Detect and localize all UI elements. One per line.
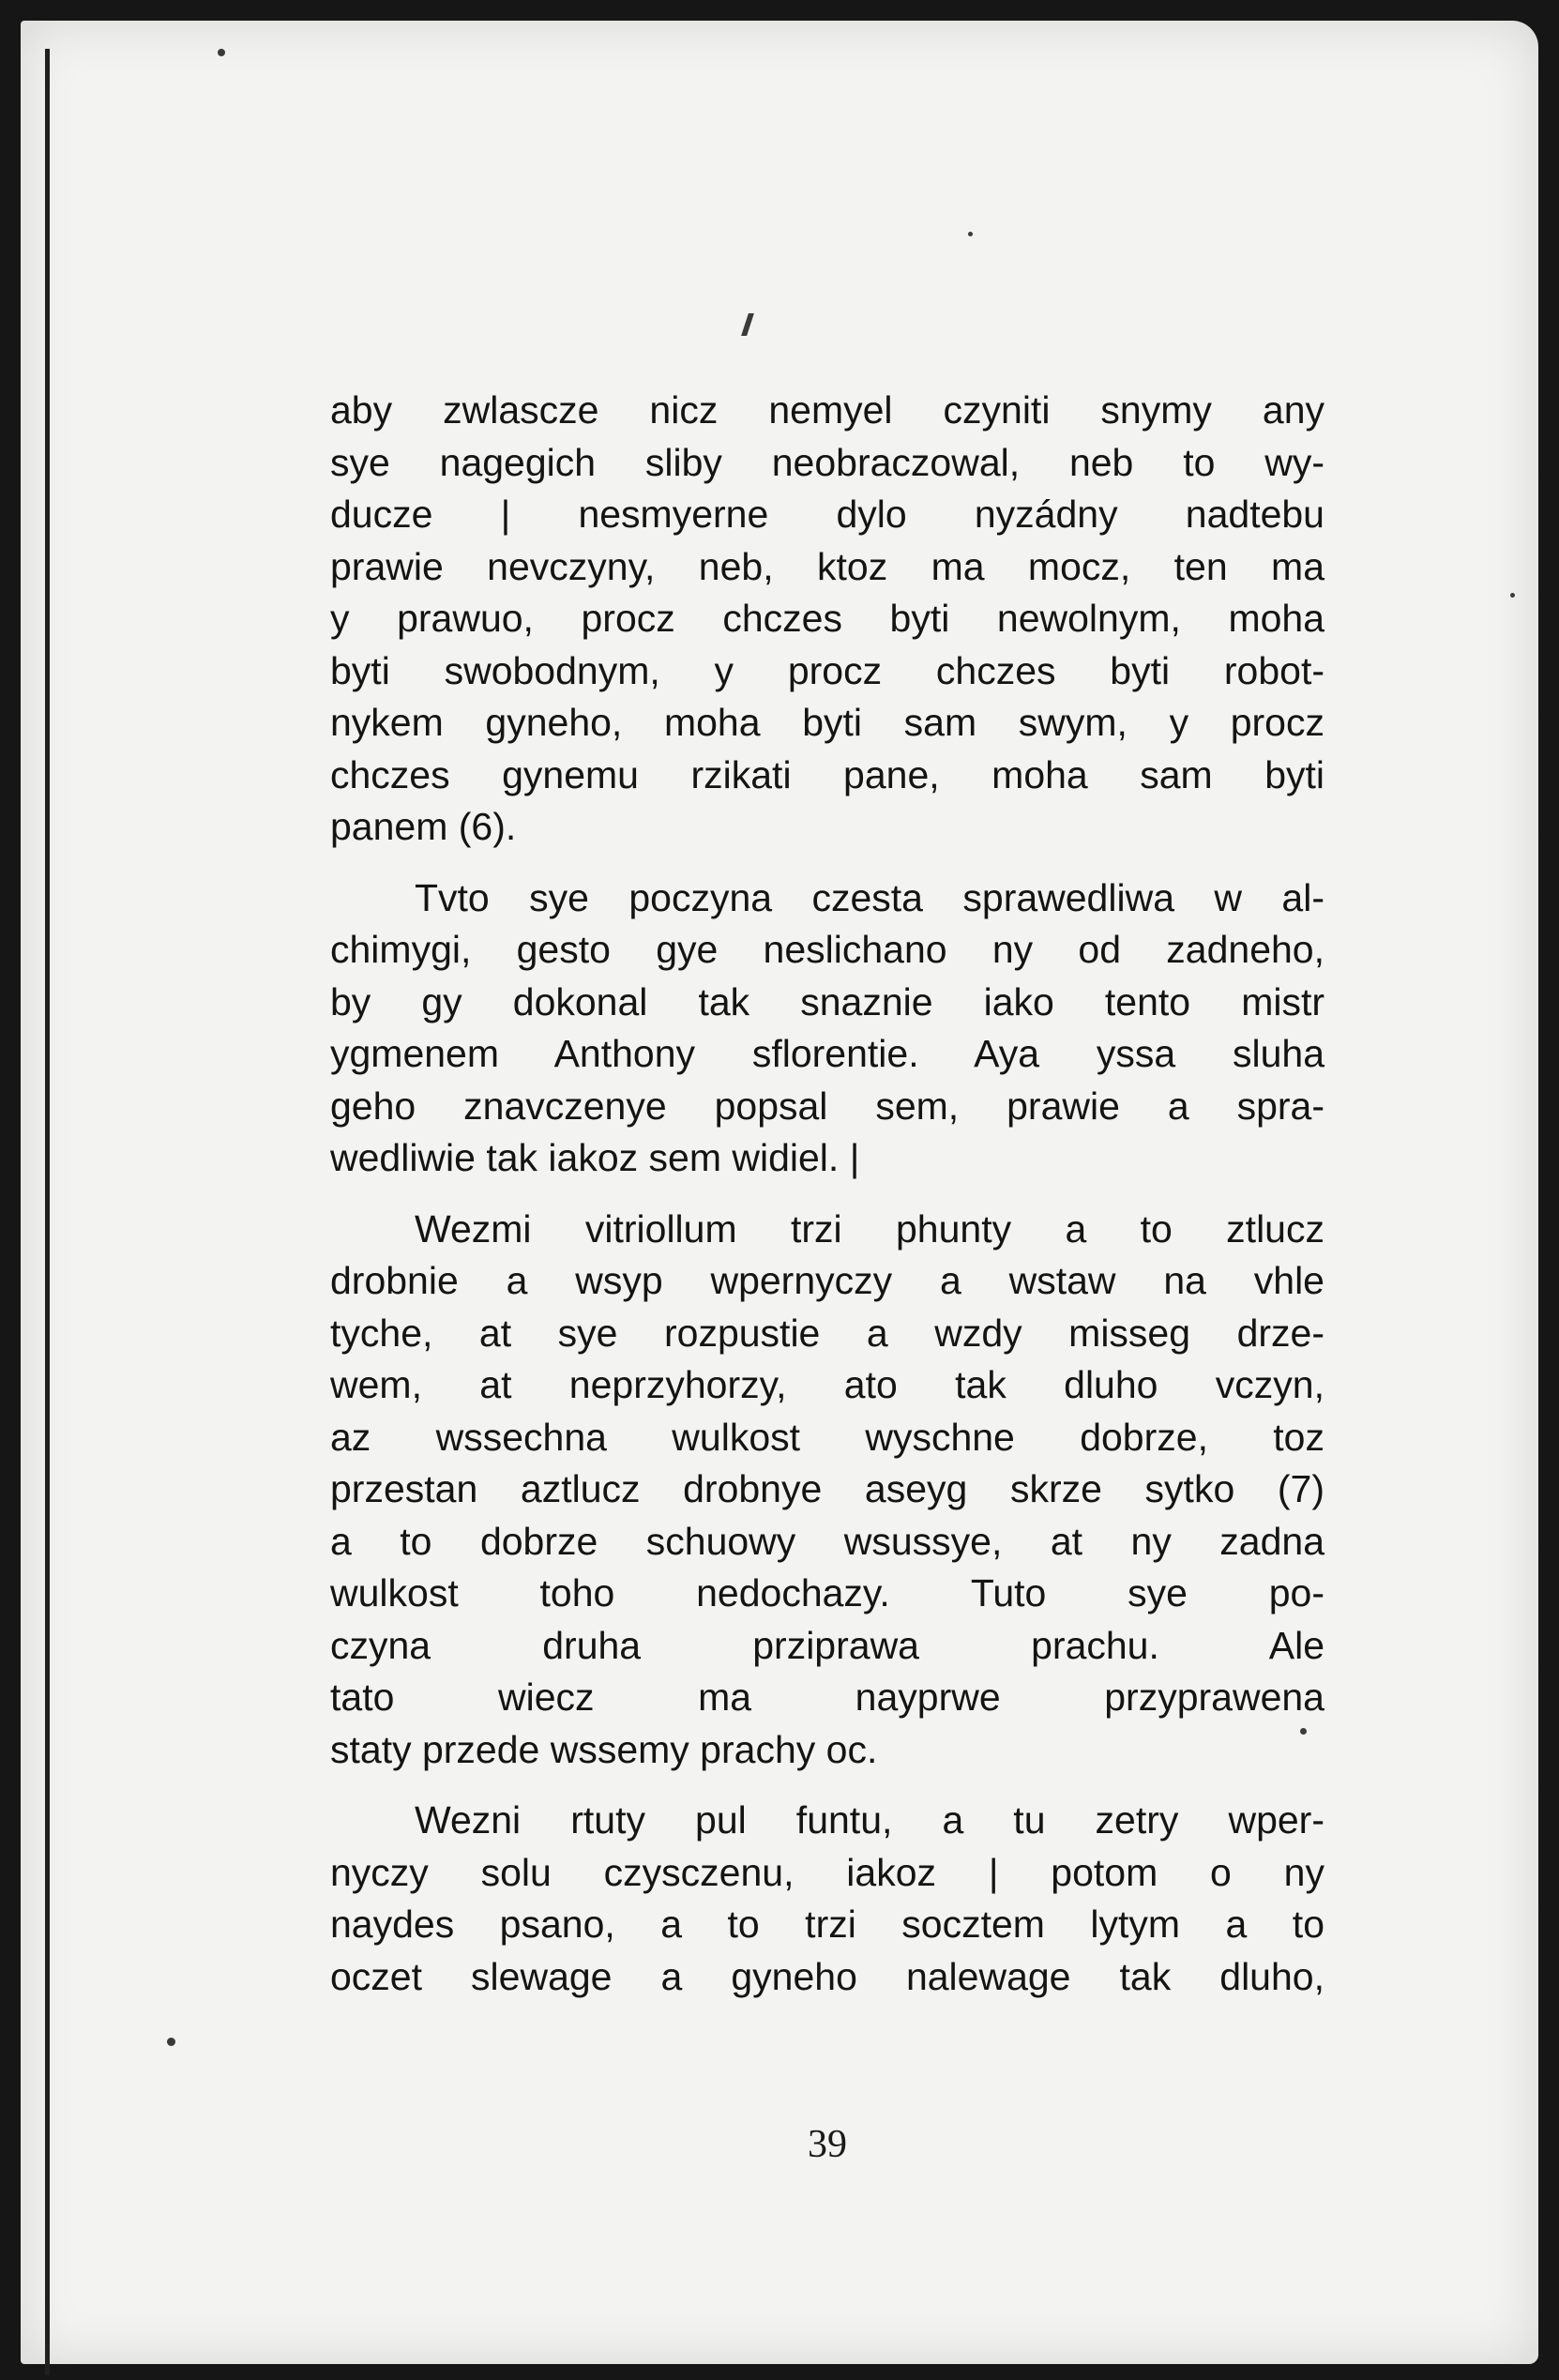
text-line: geho znavczenye popsal sem, prawie a spra- [330,1084,1324,1128]
paragraph-2 [330,872,1324,1185]
text-line: czyna druha prziprawa prachu. Ale [330,1623,1324,1667]
text-line: chczes gynemu rzikati pane, moha sam byti [330,752,1324,796]
text-line: wulkost toho nedochazy. Tuto sye po- [330,1571,1324,1614]
text-line: drobnie a wsyp wpernyczy a wstaw na vhle [330,1259,1324,1302]
text-line: Wezni rtuty pul funtu, a tu zetry wper- [415,1798,1324,1842]
text-line: nyczy solu czysczenu, iakoz | potom o ny [330,1850,1324,1894]
text-line: by gy dokonal tak snaznie iako tento mistr [330,979,1324,1023]
text-line: chimygi, gesto gye neslichano ny od zadneho, [330,928,1324,971]
text-line: nykem gyneho, moha byti sam swym, y procz [330,701,1324,744]
text-line: staty przede wssemy prachy oc. [330,1727,878,1771]
paragraph-1 [330,385,1324,854]
text-line: byti swobodnym, y procz chczes byti robot- [330,648,1324,692]
text-line: az wssechna wulkost wyschne dobrze, toz [330,1415,1324,1459]
text-line: naydes psano, a to trzi socztem lytym a to [330,1902,1324,1946]
text-line: oczet slewage a gyneho nalewage tak dluho, [330,1954,1324,1998]
text-line: wem, at neprzyhorzy, ato tak dluho vczyn, [330,1363,1324,1406]
ink-speck [218,49,225,56]
book-page [21,21,1538,2364]
paragraph-3 [330,1204,1324,1777]
text-line: Wezmi vitriollum trzi phunty a to ztlucz [415,1206,1324,1251]
ink-speck [167,2038,175,2046]
text-line: przestan aztlucz drobnye aseyg skrze sytko (7) [330,1467,1324,1510]
text-line: ygmenem Anthony sflorentie. Aya yssa sluha [330,1032,1324,1075]
ink-speck [1510,593,1515,598]
text-line: tato wiecz ma nayprwe przyprawena [330,1675,1324,1719]
body-text [330,385,1324,2003]
text-line: aby zwlascze nicz nemyel czyniti snymy any [330,388,1324,432]
page-number: 39 [808,2123,847,2166]
text-line: wedliwie tak iakoz sem widiel. | [330,1136,860,1179]
ink-speck [968,232,973,236]
paragraph-4 [330,1795,1324,2003]
text-line: tyche, at sye rozpustie a wzdy misseg drze- [330,1311,1324,1355]
text-line: panem (6). [330,805,517,848]
ink-mark [741,313,754,336]
text-line: y prawuo, procz chczes byti newolnym, moha [330,597,1324,640]
text-line: a to dobrze schuowy wsussye, at ny zadna [330,1519,1324,1563]
text-line: sye nagegich sliby neobraczowal, neb to wy- [330,440,1324,484]
text-line: prawie nevczyny, neb, ktoz ma mocz, ten ma [330,544,1324,588]
text-line: ducze | nesmyerne dylo nyzádny nadtebu [330,493,1324,536]
binding-edge [45,49,50,2375]
text-line: Tvto sye poczyna czesta sprawedliwa w al- [415,875,1324,919]
